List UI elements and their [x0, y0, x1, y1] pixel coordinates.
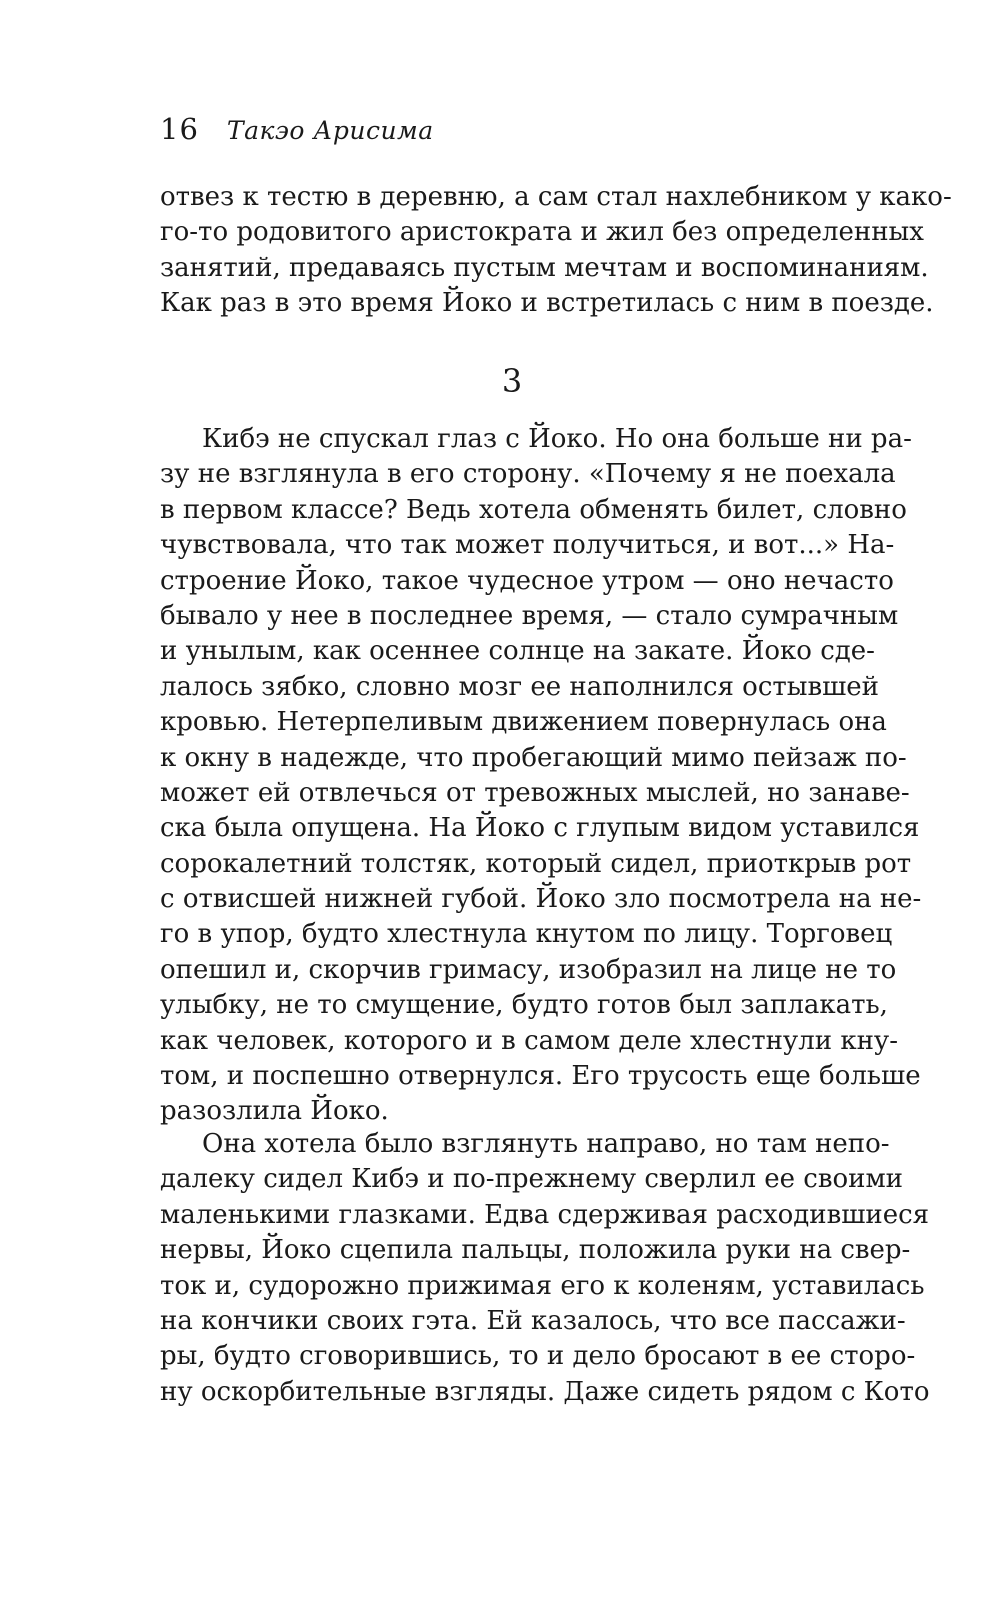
text-line: ток и, судорожно прижимая его к коленям, уставилась [160, 1270, 925, 1301]
text-line: Как раз в это время Йоко и встретилась с ним в поезде. [160, 288, 934, 319]
text-line: бывало у нее в последнее время, — стало сумрачным [160, 600, 899, 631]
text-line: сорокалетний толстяк, который сидел, приоткрыв рот [160, 848, 912, 879]
text-line: к окну в надежде, что пробегающий мимо пейзаж по- [160, 742, 907, 773]
text-line: го-то родовитого аристократа и жил без определенных [160, 217, 924, 248]
text-line: го в упор, будто хлестнула кнутом по лицу. Торговец [160, 919, 893, 950]
text-line: маленькими глазками. Едва сдерживая расходившиеся [160, 1199, 930, 1230]
paragraph-continued [160, 180, 952, 322]
text-line: и унылым, как осеннее солнце на закате. Йоко сде- [160, 636, 875, 667]
text-line: лалось зябко, словно мозг ее наполнился остывшей [160, 671, 879, 702]
text-line: строение Йоко, такое чудесное утром — оно нечасто [160, 565, 894, 596]
text-line: нервы, Йоко сцепила пальцы, положила руки на свер- [160, 1235, 911, 1266]
paragraph [160, 1127, 930, 1410]
text-line: ры, будто сговорившись, то и дело бросают в ее сторо- [160, 1341, 916, 1372]
text-line: Она хотела было взглянуть направо, но там непо- [202, 1129, 890, 1159]
text-line: Кибэ не спускал глаз с Йоко. Но она больше ни ра- [202, 424, 912, 454]
text-line: занятий, предаваясь пустым мечтам и воспоминаниям. [160, 252, 929, 283]
text-line: может ей отвлечься от тревожных мыслей, но занаве- [160, 777, 910, 808]
text-line: с отвисшей нижней губой. Йоко зло посмотрела на не- [160, 884, 922, 915]
running-header [160, 112, 434, 146]
text-line: разозлила Йоко. [160, 1096, 389, 1127]
page-number: 16 [160, 112, 199, 146]
text-line: ну оскорбительные взгляды. Даже сидеть рядом с Кото [160, 1376, 930, 1407]
text-line: зу не взглянула в его сторону. «Почему я не поехала [160, 459, 896, 490]
text-line: ска была опущена. На Йоко с глупым видом уставился [160, 813, 920, 844]
author-name: Такэо Арисима [226, 116, 434, 145]
text-line: далеку сидел Кибэ и по-прежнему сверлил ее своими [160, 1164, 903, 1195]
text-line: чувствовала, что так может получиться, и вот...» На- [160, 530, 895, 561]
text-line: том, и поспешно отвернулся. Его трусость еще больше [160, 1061, 921, 1092]
text-line: улыбку, не то смущение, будто готов был заплакать, [160, 990, 888, 1021]
text-line: на кончики своих гэта. Ей казалось, что все пассажи- [160, 1305, 906, 1336]
text-line: как человек, которого и в самом деле хлестнули кну- [160, 1025, 898, 1056]
text-line: кровью. Нетерпеливым движением повернулась она [160, 707, 887, 738]
chapter-number: 3 [501, 362, 523, 400]
text-line: опешил и, скорчив гримасу, изобразил на лице не то [160, 954, 897, 985]
text-line: отвез к тестю в деревню, а сам стал нахлебником у како- [160, 182, 952, 212]
paragraph [160, 422, 922, 1130]
text-line: в первом классе? Ведь хотела обменять билет, словно [160, 494, 907, 525]
